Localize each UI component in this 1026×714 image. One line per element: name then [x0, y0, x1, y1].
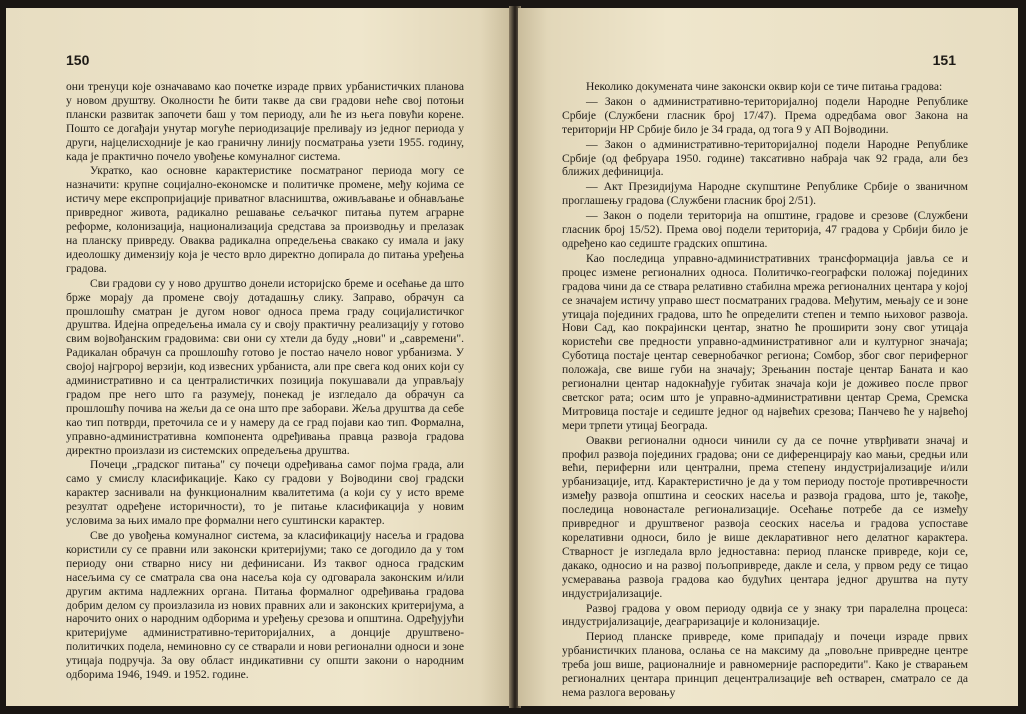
paragraph: Као последица управно-административних трансформација јавља се и процес измене регионалних односа. Политичко-географски положај појединих градова чини да се ствара релативно стабилна мрежа регионалних центара у којој се значајем истичу управо шест посматраних градова. Међутим, мењају се и зоне утицаја појединих градова, што ће определити степен и темпо њиховог развоја. Нови Сад, као покрајински центар, знатно ће проширити зону свог утицаја користећи све предности управно-административног али и културног значаја; Суботица постаје центар севернобачког региона; Сомбор, због свог периферног положаја, све више губи на значају; Зрењанин постаје центар Баната и као регионални центар надокнађује губитак значаја који је доживео после првог светског рата; осим што је управно-административни центар Срема, Сремска Митровица постаје и седиште једног од највећих срезова; Панчево ће у највећој мери трпети утицај Београда. — [562, 251, 968, 432]
paragraph: Почеци „градског питања" су почеци одређивања самог појма града, али само у смислу класификације. Како су градови у Војводини свој градски карактер заснивали на функционалним квалитетима (а који су у исто време резултат одређене историчности), то је питање класификација у новим условима за њих имало пре формални него суштински карактер. — [66, 458, 464, 528]
paragraph: Укратко, као основне карактеристике посматраног периода могу се назначити: крупне социјално-економске и политичке промене, међу којима се истичу мере експропријације приватног власништва, оживљавање и обнављање привредног живота, радикално решавање сељачког питања путем аграрне реформе, колонизација, национализација средстава за производњу и прелазак на планску привреду. Оваква радикална опредељења свакако су имала и јаку идеолошку димензију која је често врло директно допирала до питања уређења градова. — [66, 164, 464, 275]
right-page — [518, 8, 1018, 706]
list-item: — Закон о административно-територијалној подели Народне Републике Србије (од фебруара 1950. године) таксативно набраја чак 92 града, али без ближих дефиниција. — [562, 137, 968, 179]
left-page — [6, 8, 511, 706]
page-number-left: 150 — [66, 52, 90, 68]
paragraph: они тренуци које означавамо као почетке израде првих урбанистичких планова у новом друштву. Околности ће бити такве да сви градови неће свој потоњи плански развитак започети баш у том периоду, али ће из њега повући корене. Пошто се догађаји унутар могуће периодизације преливају из једног периода у други, најцелисходније је као граничну линију посматрања узети 1955. годину, када је практично почело увођење комуналног система. — [66, 80, 464, 163]
paragraph: Овакви регионални односи чинили су да се почне утврђивати значај и профил развоја појединих градова; они се диференцирају као мањи, средњи или већи, периферни или централни, према степену индустријализације и/или урбанизације, итд. Карактеристично је да у том периоду постоје противречности између развоја општина и сеоских насеља и развоја градова, што је, такође, последица новонастале регионализације. Осећање потребе да се између привредног и друштвеног развоја сеоских насеља и градова успоставе корелативни односи, било је више декларативног него делатног карактера. Стварност је изгледала врло једноставна: период планске привреде, који се, дакако, односио и на развој пољопривреде, дакле и села, у првом реду се тицао усмеравања развоја градова као будућих центара једног друштва на путу индустријализације. — [562, 433, 968, 600]
list-item: — Акт Президијума Народне скупштине Републике Србије о званичном проглашењу градова (Службени гласник број 2/51). — [562, 180, 968, 208]
paragraph: Све до увођења комуналног система, за класификацију насеља и градова користили су се правни или законски критеријуми; тако се догодило да у том периоду они стварно нису ни дефинисани. Из таквог односа градским насељима су се сматрала сва она насеља која су одговарала законским и/или другим актима надлежних органа. Питања формалног одређивања градова добрим делом су произлазила из нових правних али и законских критеријума, а нарочито оних о народним одборима и уређењу срезова и општина. Одређујући критеријуме административно-територијалних, а донције друштвено-политичких подела, неминовно су се стварали и нови регионални односи и зоне утицаја подручја. За ову област индикативни су општи закони о народним одборима 1946, 1949. и 1952. године. — [66, 529, 464, 682]
paragraph: Сви градови су у ново друштво донели историјско бреме и осећање да што брже морају да промене своју дотадашњу слику. Заправо, обрачун са прошлошћу сматран је дугом новог односа према граду социјалистичког друштва. Идејна опредељења имала су и своју практичну реализацију у готово свим војвођанским градовима: сви они су хтели да буду „нови" и „савремени". Радикалан обрачун са прошлошћу готово је постао начело новог урбанизма. У својој најгророј верзији, код извесних урбаниста, али пре свега код оних који су административно и са централистичких позиција покушавали да управљају градом пре него што га разумеју, понекад је изгледало да обрачун са прошлошћу почива на жељи да се она што пре заборави. Жеља друштва да себе као тип потврди, преточила се и у намеру да се град појави као тип. Формална, управно-административна компонента одређивања правца развоја градова директно произлази из системских опредељења друштва. — [66, 276, 464, 457]
list-item: — Закон о административно-територијалној подели Народне Републике Србије (Службени гласник број 17/47). Према одредбама овог Закона на територији НР Србије било је 34 града, од тога 9 у АП Војводини. — [562, 94, 968, 136]
left-page-text — [66, 80, 464, 682]
page-number-right: 151 — [932, 52, 956, 68]
right-page-text — [562, 80, 968, 700]
paragraph: Развој градова у овом периоду одвија се у знаку три паралелна процеса: индустријализације, деаграризације и колонизације. — [562, 601, 968, 629]
paragraph: Период планске привреде, коме припадају и почеци израде првих урбанистичких планова, ослања се на максиму да „повољне привредне центре треба још више, рационалније и равномерније распоредити". Како је стварањем регионалних центара принцип децентрализације већ остварен, сматрало се да нема разлога веровању — [562, 630, 968, 699]
paragraph: Неколико докумената чине законски оквир који се тиче питања градова: — [586, 80, 943, 93]
list-item: — Закон о подели територија на општине, градове и срезове (Службени гласник број 15/52). Према овој подели територија, 47 градова у Србији било је одређено као седиште градских општина. — [562, 209, 968, 250]
